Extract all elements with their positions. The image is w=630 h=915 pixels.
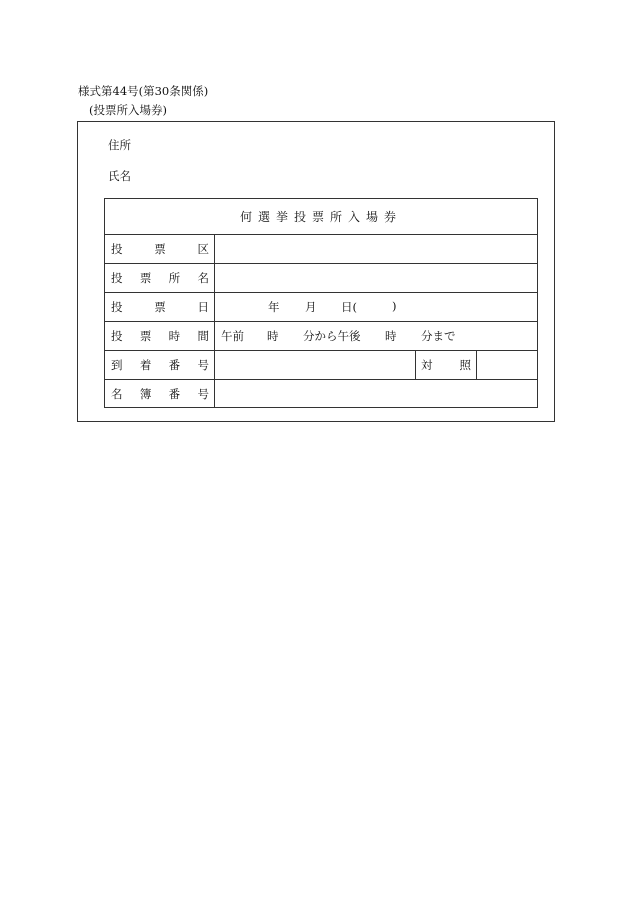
label-polling-place <box>111 263 209 292</box>
label-char: 票 <box>154 299 166 314</box>
label-char: 票 <box>139 328 152 343</box>
label-char: 投 <box>111 299 123 314</box>
label-char: 号 <box>197 386 209 401</box>
form-subtitle: (投票所入場券) <box>89 103 167 117</box>
label-char: 票 <box>139 270 152 285</box>
label-char: 号 <box>197 357 209 372</box>
check-column-divider <box>415 350 416 379</box>
label-polling-district <box>111 234 209 263</box>
label-voting-hours <box>111 321 209 350</box>
label-char: 投 <box>111 270 123 285</box>
date-weekday-close: ) <box>392 299 397 313</box>
hours-am: 午前 <box>221 329 244 343</box>
label-char: 投 <box>111 328 123 343</box>
label-char: 簿 <box>139 386 152 401</box>
label-column-divider <box>214 234 215 408</box>
label-char: 区 <box>197 241 209 256</box>
name-label: 氏名 <box>108 169 131 183</box>
label-char: 着 <box>139 357 152 372</box>
label-char: 番 <box>168 386 181 401</box>
label-char: 対 <box>421 357 433 372</box>
label-char: 日 <box>197 299 209 314</box>
label-char: 番 <box>168 357 181 372</box>
date-month-unit: 月 <box>305 300 317 314</box>
ticket-title: 何選挙投票所入場券 <box>239 210 402 224</box>
form-number: 様式第44号(第30条関係) <box>78 84 209 98</box>
check-value-divider <box>476 350 477 379</box>
label-char: 投 <box>111 241 123 256</box>
label-char: 名 <box>111 386 123 401</box>
hours-hour1: 時 <box>267 329 279 343</box>
label-char: 票 <box>154 241 166 256</box>
address-label: 住所 <box>108 138 131 152</box>
label-char: 間 <box>197 328 209 343</box>
hours-min-until: 分まで <box>421 329 456 343</box>
label-char: 到 <box>111 357 123 372</box>
hours-min-from-pm: 分から午後 <box>303 329 361 343</box>
label-check <box>421 350 471 379</box>
label-register-number <box>111 379 209 408</box>
label-char: 照 <box>459 357 471 372</box>
hours-hour2: 時 <box>385 329 397 343</box>
label-char: 名 <box>197 270 209 285</box>
label-arrival-number <box>111 350 209 379</box>
label-char: 時 <box>168 328 181 343</box>
label-voting-date <box>111 292 209 321</box>
date-year-unit: 年 <box>268 300 280 314</box>
date-day-unit: 日( <box>341 300 357 314</box>
label-char: 所 <box>168 270 181 285</box>
admission-ticket-table <box>104 198 538 408</box>
